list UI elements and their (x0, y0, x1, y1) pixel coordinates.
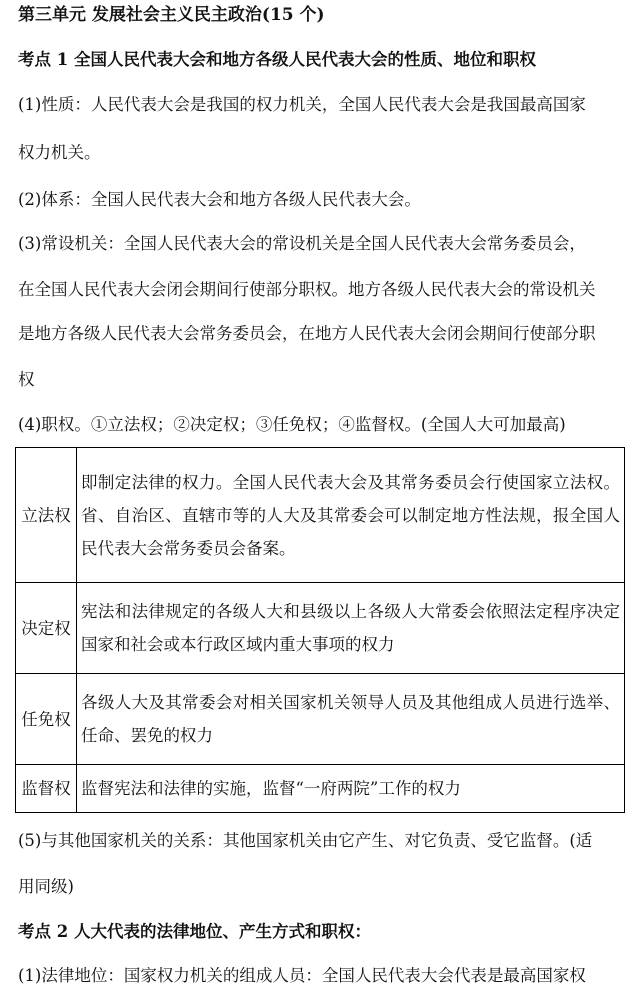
power-description: 即制定法律的权力。全国人民代表大会及其常务委员会行使国家立法权。省、自治区、直辖市等的人大及其常委会可以制定地方性法规，报全国人民代表大会常务委员会备案。 (77, 448, 625, 583)
power-term: 任免权 (16, 674, 77, 765)
power-term: 决定权 (16, 583, 77, 674)
point2-item1-line1: (1)法律地位：国家权力机关的组成人员：全国人民代表大会代表是最高国家权 (18, 966, 586, 985)
table-row (16, 765, 625, 813)
table-row (16, 674, 625, 765)
point1-item3-line1: (3)常设机关：全国人民代表大会的常设机关是全国人民代表大会常务委员会， (18, 234, 586, 253)
point1-item5-line2: 用同级) (18, 877, 74, 896)
table-row (16, 583, 625, 674)
point1-heading: 考点 1 全国人民代表大会和地方各级人民代表大会的性质、地位和职权 (18, 50, 536, 69)
point1-item3-line3: 是地方各级人民代表大会常务委员会，在地方人民代表大会闭会期间行使部分职 (18, 324, 596, 343)
point1-item5-line1: (5)与其他国家机关的关系：其他国家机关由它产生、对它负责、受它监督。(适 (18, 831, 593, 850)
power-term: 立法权 (16, 448, 77, 583)
point1-item1-line2: 权力机关。 (18, 143, 101, 162)
powers-table (15, 447, 625, 813)
table-row (16, 448, 625, 583)
point1-item2-line1: (2)体系：全国人民代表大会和地方各级人民代表大会。 (18, 190, 421, 209)
point1-item3-line4: 权 (18, 370, 35, 389)
point1-item3-line2: 在全国人民代表大会闭会期间行使部分职权。地方各级人民代表大会的常设机关 (18, 280, 596, 299)
power-description: 监督宪法和法律的实施，监督“一府两院”工作的权力 (77, 765, 625, 813)
point2-heading: 考点 2 人大代表的法律地位、产生方式和职权： (18, 922, 371, 941)
point1-item4-line1: (4)职权。①立法权；②决定权；③任免权；④监督权。(全国人大可加最高) (18, 415, 566, 434)
point1-item1-line1: (1)性质：人民代表大会是我国的权力机关，全国人民代表大会是我国最高国家 (18, 95, 586, 114)
power-description: 宪法和法律规定的各级人大和县级以上各级人大常委会依照法定程序决定国家和社会或本行政区域内重大事项的权力 (77, 583, 625, 674)
unit-title: 第三单元 发展社会主义民主政治(15 个) (18, 5, 325, 25)
power-description: 各级人大及其常委会对相关国家机关领导人员及其他组成人员进行选举、任命、罢免的权力 (77, 674, 625, 765)
power-term: 监督权 (16, 765, 77, 813)
